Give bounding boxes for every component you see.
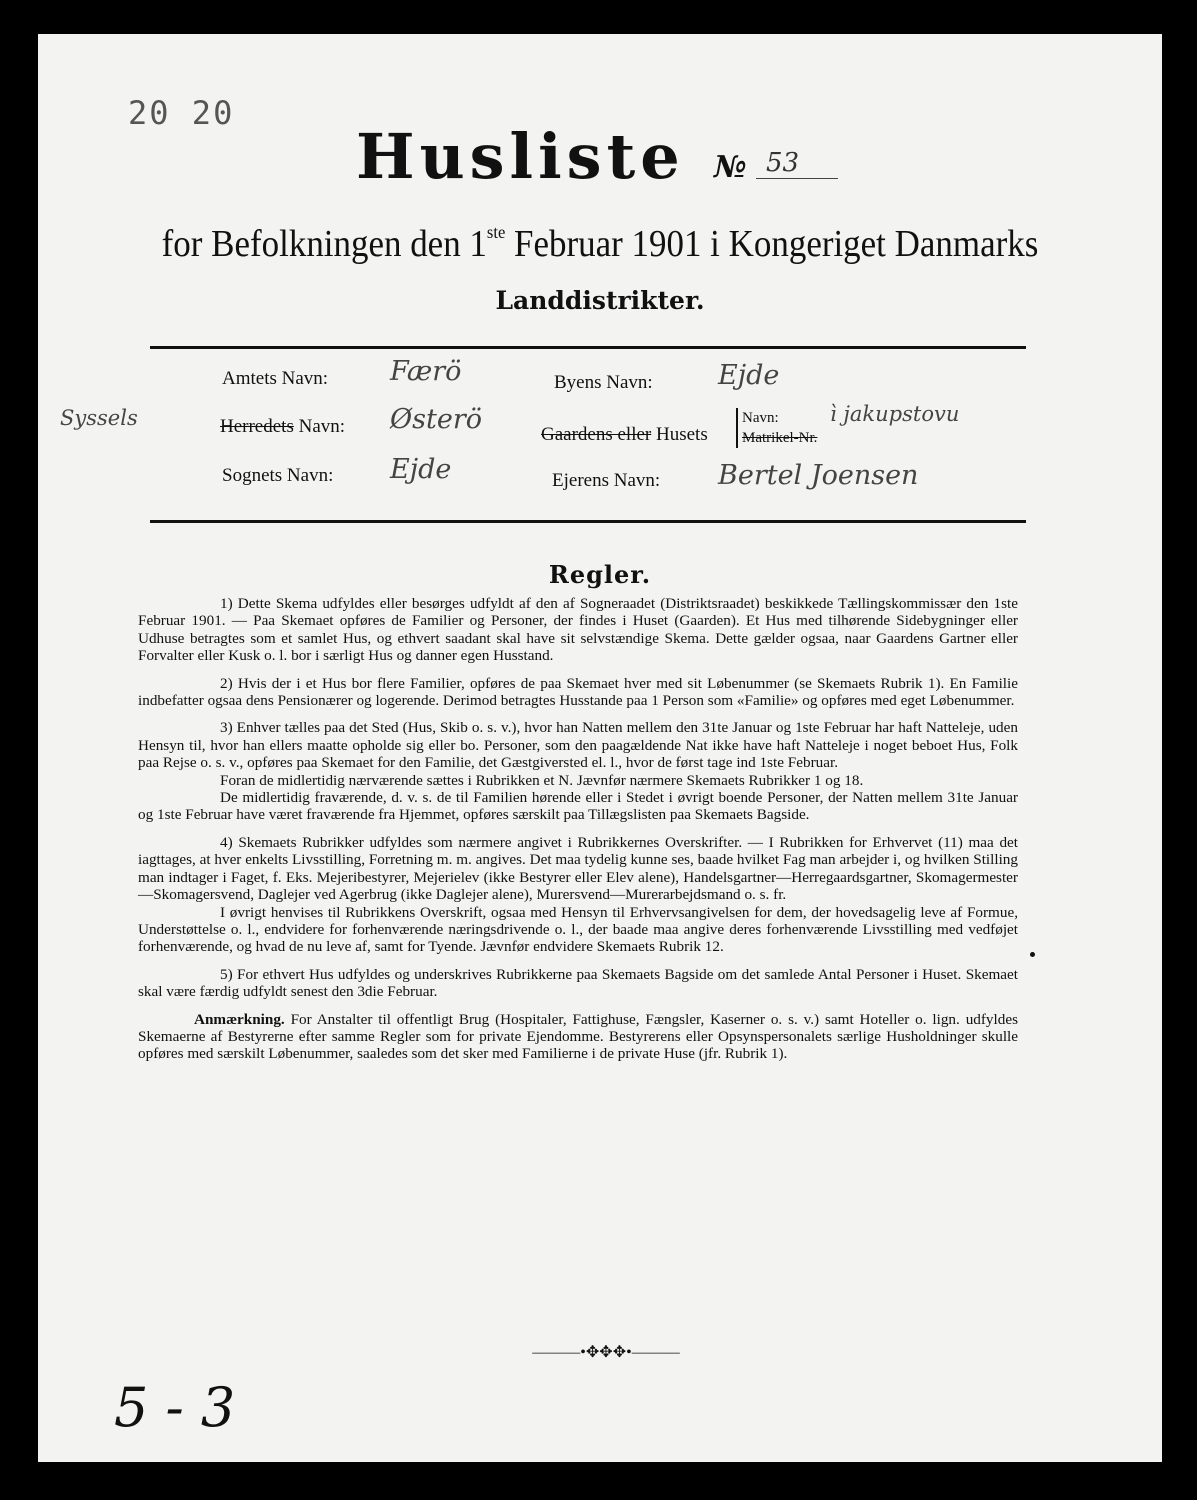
huset-label — [541, 424, 708, 446]
rule-3b: Foran de midlertidig nærværende sættes i Rubrikken et N. Jævnfør nærmere Skemaets Rubrikker 1 og 18. — [220, 771, 864, 789]
rule-1: 1) Dette Skema udfyldes eller besørges udfyldt af den af Sogneraadet (Distriktsraadet) beskikkede Tællingskommissær den 1ste Februar 1901. — Paa Skemaet opføres de Familier og Personer, der findes i Huset (Gaarden). Et Hus med tilhørende Sidebygninger eller Udhuse betragtes som et samlet Hus, og ethvert saadant skal have sit selvstændige Skema. Dette gælder ogsaa, naar Gaardens Gartner eller Forvalter eller Kusk o. l. bor i særligt Hus og danner egen Husstand. — [138, 595, 1018, 665]
subtitle-text-pre: for Befolkningen den 1 — [161, 223, 487, 265]
rules-heading: Regler. — [548, 560, 652, 589]
matrikel-struck-text: Matrikel-Nr. — [742, 430, 818, 446]
subtitle-text-post: Februar 1901 i Kongeriget Danmarks — [505, 223, 1039, 265]
archive-stamp-number: 20 20 — [128, 94, 235, 132]
ornament-divider: ———•✥✥✥•——— — [532, 1344, 680, 1361]
herred-label — [220, 416, 345, 438]
herred-label-text: Navn: — [293, 416, 346, 437]
huset-label-text: Husets — [651, 424, 708, 445]
census-form-page — [38, 34, 1162, 1462]
remark-text: For Anstalter til offentligt Brug (Hospitaler, Fattighuse, Fængsler, Kaserner o. s. v.) samt Hoteller o. lign. udfyldes Skemaerne af Bestyrerne efter samme Regler som for private Ejendomme. Bestyrerens eller Opsynspersonalets særlige Husholdninger skulle opføres med særskilt Løbenummer, saaledes som det sker med Familierne i de private Huse (jfr. Rubrik 1). — [138, 1010, 1018, 1063]
navn-matrikel-brace — [736, 408, 817, 448]
amt-label: Amtets Navn: — [222, 368, 329, 389]
fields-divider — [150, 520, 1026, 523]
rules-text — [138, 595, 1018, 1063]
rule-2: 2) Hvis der i et Hus bor flere Familier, opføres de paa Skemaet hver med sit Løbenummer (se Skemaets Rubrik 1). En Familie indbefatter ogsaa dens Pensionærer og logerende. Derimod betragtes Husstande paa 1 Person som «Familie» og opføres med eget Løbenummer. — [138, 674, 1018, 710]
sogn-label: Sognets Navn: — [222, 465, 334, 486]
remark-label: Anmærkning. — [194, 1010, 285, 1028]
herred-value: Østerö — [390, 404, 482, 435]
rule-4b: I øvrigt henvises til Rubrikkens Overskrift, ogsaa med Hensyn til Erhvervsangivelsen for dem, der hovedsagelig leve af Formue, Understøttelse o. l., endvidere for forhenværende næringsdrivende o. l., der baade maa angive deres forhenværende Livsstilling med vedføjet forhenværende, og hvad de nu leve af, samt for Tyende. Jævnfør endvidere Skemaets Rubrik 12. — [138, 903, 1018, 956]
margin-handwritten-note: Syssels — [60, 406, 138, 430]
ejer-value: Bertel Joensen — [718, 460, 919, 491]
by-label: Byens Navn: — [554, 372, 653, 393]
form-title: Husliste — [356, 120, 685, 193]
number-sign: № — [714, 150, 747, 185]
rule-3c: De midlertidig fraværende, d. v. s. de til Familien hørende eller i Stedet i øvrigt boende Personer, der Natten mellem 31te Januar og 1ste Februar have været fraværende fra Hjemmet, opføres særskilt paa Tillægslisten paa Skemaets Bagside. — [138, 789, 1018, 824]
navn-label: Navn: — [742, 410, 779, 426]
navn-value: ì jakupstovu — [830, 402, 960, 426]
amt-value: Færö — [390, 356, 462, 387]
ejer-label: Ejerens Navn: — [552, 470, 661, 491]
gaard-struck-text: Gaardens eller — [541, 424, 652, 445]
rule-4a: 4) Skemaets Rubrikker udfyldes som nærmere angivet i Rubrikkernes Overskrifter. — I Rubrikken for Erhvervet (11) maa det iagttages, at hver enkelts Livsstilling, Forretning m. m. angives. Det maa tydelig kunne ses, baade hvilket Fag man arbejder i, og hvilken Stilling man indtager i Faget, f. Eks. Mejeribestyrer, Mejerielev (ikke Bestyrer eller Elev alene), Handelsgartner—Herregaardsgartner, Skomagermester—Skomagersvend, Daglejer ved Agerbrug (ikke Daglejer alene), Murersvend—Murerarbejdsmand o. s. fr. — [138, 833, 1018, 904]
top-divider — [150, 346, 1026, 349]
remark — [138, 1011, 1018, 1063]
herred-struck-text: Herredets — [220, 416, 294, 437]
ink-dot — [1030, 952, 1035, 957]
form-subtitle — [83, 222, 1117, 266]
bottom-handwritten-note: 5 - 3 — [114, 1376, 236, 1439]
rule-5: 5) For ethvert Hus udfyldes og underskrives Rubrikkerne paa Skemaets Bagside om det samlede Antal Personer i Huset. Skemaet skal være færdig udfyldt senest den 3die Februar. — [138, 965, 1018, 1001]
house-list-number: 53 — [756, 148, 838, 179]
form-district-type: Landdistrikter. — [495, 286, 705, 315]
subtitle-superscript: ste — [486, 222, 506, 242]
sogn-value: Ejde — [390, 454, 452, 485]
by-value: Ejde — [718, 360, 780, 391]
rule-3a: 3) Enhver tælles paa det Sted (Hus, Skib o. s. v.), hvor han Natten mellem den 31te Januar og 1ste Februar har haft Natteleje, uden Hensyn til, hvor han ellers maatte opholde sig eller bo. Personer, som den paagældende Nat ikke have haft Natteleje i noget beboet Hus, Folk paa Rejse o. s. v., opføres paa Skemaet for den Familie, det Gæstgiversted el. l., hvor de først tage ind 1ste Februar. — [138, 719, 1018, 772]
